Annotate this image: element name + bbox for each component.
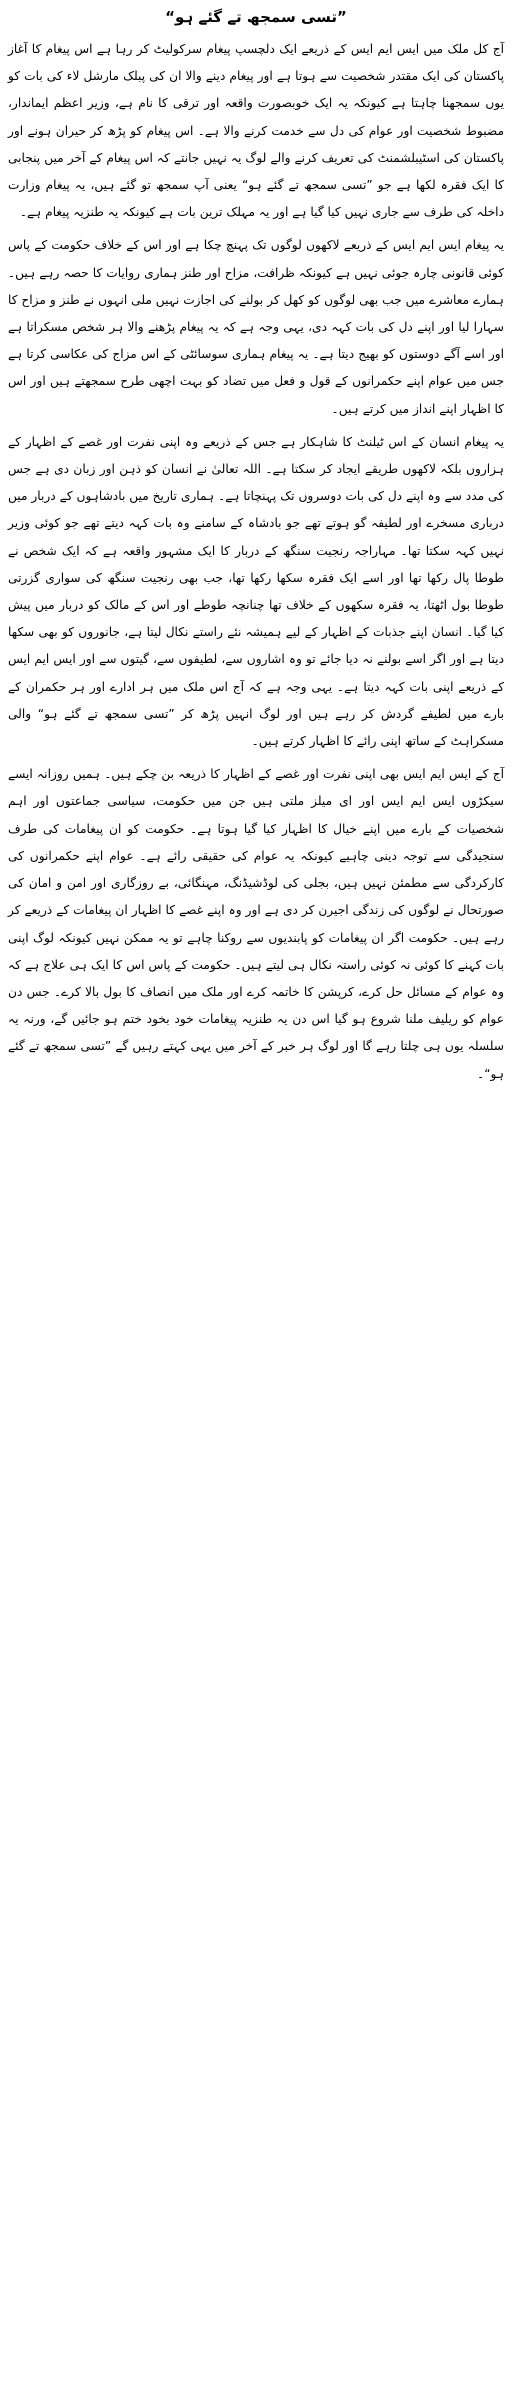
paragraph-4: آج کے ایس ایم ایس بھی اپنی نفرت اور غصے کے اظہار کا ذریعہ بن چکے ہیں۔ ہمیں روزانہ ایسے سیکڑوں ایس ایم ایس اور ای میلز ملتی ہیں جن میں حکومت، سیاسی جماعتوں اور اہم شخصیات کے بارے میں اپنے خیال کا اظہار کیا گیا ہوتا ہے۔ حکومت کو ان پیغامات کی طرف سنجیدگی سے توجہ دینی چاہیے کیونکہ یہ عوام کی حقیقی رائے ہے۔ عوام اپنے حکمرانوں کی کارکردگی سے مطمئن نہیں ہیں، بجلی کی لوڈشیڈنگ، مہنگائی، بے روزگاری اور امن و امان کی صورتحال نے لوگوں کی زندگی اجیرن کر دی ہے اور وہ اپنے غصے کا اظہار ان پیغامات کے ذریعے کر رہے ہیں۔ حکومت اگر ان پیغامات کو پابندیوں سے روکنا چاہے تو یہ ممکن نہیں کیونکہ لوگ اپنی بات کہنے کا کوئی نہ کوئی راستہ نکال ہی لیتے ہیں۔ حکومت کے پاس اس کا ایک ہی علاج ہے کہ وہ عوام کے مسائل حل کرے، کرپشن کا خاتمہ کرے اور ملک میں انصاف کا بول بالا کرے۔ جس دن عوام کو ریلیف ملنا شروع ہو گیا اس دن یہ طنزیہ پیغامات خود بخود ختم ہو جائیں گے، ورنہ یہ سلسلہ یوں ہی چلتا رہے گا اور لوگ ہر خبر کے آخر میں یہی کہتے رہیں گے ”تسی سمجھ تے گئے ہو“۔ <box>8 767 504 1081</box>
article-title: ”تسی سمجھ تے گئے ہو“ <box>165 8 347 26</box>
paragraph-2: یہ پیغام ایس ایم ایس کے ذریعے لاکھوں لوگوں تک پہنچ چکا ہے اور اس کے خلاف حکومت کے پاس کوئی قانونی چارہ جوئی نہیں ہے کیونکہ ظرافت، مزاح اور طنز ہماری روایات کا حصہ رہے ہیں۔ ہمارے معاشرے میں جب بھی لوگوں کو کھل کر بولنے کی اجازت نہیں ملی انہوں نے طنز و مزاح کا سہارا لیا اور اپنے دل کی بات کہہ دی، یہی وجہ ہے کہ یہ پیغام پڑھنے والا ہر شخص مسکراتا ہے اور اسے آگے دوستوں کو بھیج دیتا ہے۔ یہ پیغام ہماری سوسائٹی کے اس مزاج کی عکاسی کرتا ہے جس میں عوام اپنے حکمرانوں کے قول و فعل میں تضاد کو بہت اچھی طرح سمجھتے ہیں اور اس کا اظہار اپنے انداز میں کرتے ہیں۔ <box>8 238 504 416</box>
paragraph-1: آج کل ملک میں ایس ایم ایس کے ذریعے ایک دلچسپ پیغام سرکولیٹ کر رہا ہے اس پیغام کا آغاز پاکستان کی ایک مقتدر شخصیت سے ہوتا ہے اور پیغام دینے والا ان کی پبلک مارشل لاء کی بات کو یوں سمجھنا چاہتا ہے کیونکہ یہ ایک خوبصورت واقعہ اور ترقی کا نام ہے، وزیر اعظم ایماندار، مضبوط شخصیت اور عوام کی دل سے خدمت کرنے والا ہے۔ اس پیغام کو پڑھ کر حیران ہونے اور پاکستان کی اسٹیبلشمنٹ کی تعریف کرنے والے لوگ یہ نہیں جانتے کہ اس پیغام کے آخر میں پنجابی کا ایک فقرہ لکھا ہے جو ”تسی سمجھ تے گئے ہو“ یعنی آپ سمجھ تو گئے ہیں، یہ پیغام وزارت داخلہ کی طرف سے جاری نہیں کیا گیا ہے اور یہ مہلک ترین بات ہے کیونکہ یہ طنزیہ پیغام ہے۔ <box>8 42 504 220</box>
paragraph-3: یہ پیغام انسان کے اس ٹیلنٹ کا شاہکار ہے جس کے ذریعے وہ اپنی نفرت اور غصے کے اظہار کے ہزاروں بلکہ لاکھوں طریقے ایجاد کر سکتا ہے۔ اللہ تعالیٰ نے انسان کو ذہن اور زبان دی ہے جس کی مدد سے وہ اپنے دل کی بات دوسروں تک پہنچاتا ہے۔ ہماری تاریخ میں بادشاہوں کے دربار میں درباری مسخرے اور لطیفہ گو ہوتے تھے جو بادشاہ کے سامنے وہ بات کہہ دیتے تھے جو کوئی وزیر نہیں کہہ سکتا تھا۔ مہاراجہ رنجیت سنگھ کے دربار کا ایک مشہور واقعہ ہے کہ ایک شخص نے طوطا پال رکھا تھا اور اسے ایک فقرہ سکھا رکھا تھا، جب بھی رنجیت سنگھ کی سواری گزرتی طوطا بول اٹھتا، یہ فقرہ سکھوں کے خلاف تھا چنانچہ طوطے اور اس کے مالک کو دربار میں پیش کیا گیا۔ انسان اپنے جذبات کے اظہار کے لیے ہمیشہ نئے راستے نکال لیتا ہے، جانوروں کو بھی سکھا دیتا ہے اور اگر اسے بولنے نہ دیا جائے تو وہ اشاروں سے، لطیفوں سے، گیتوں سے اور ایس ایم ایس کے ذریعے اپنی بات کہہ دیتا ہے۔ یہی وجہ ہے کہ آج اس ملک میں ہر ادارے اور ہر حکمران کے بارے میں لطیفے گردش کر رہے ہیں اور لوگ انہیں پڑھ کر ”تسی سمجھ تے گئے ہو“ والی مسکراہٹ کے ساتھ اپنی رائے کا اظہار کرتے ہیں۔ <box>8 434 504 749</box>
article-body <box>8 36 504 1088</box>
